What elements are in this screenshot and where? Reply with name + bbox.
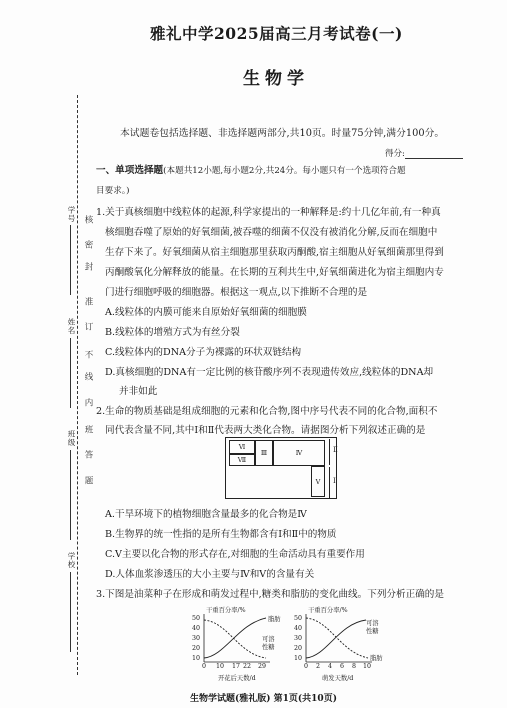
school-label: 学校 [67,552,76,569]
graph1-xtick: 0 [202,663,207,670]
name-line [70,338,71,408]
graph2-ytick: 30 [294,635,303,642]
graph2-ytick: 10 [294,655,303,662]
q2-stem-line: 2.生命的物质基础是组成细胞的元素和化合物,图中序号代表不同的化合物,面积不 [96,406,438,417]
graph2-xtick: 2 [316,663,321,670]
graph1-ytick: 10 [192,655,201,662]
seal-char: 准 [83,297,93,306]
graph2-series-sugar: 可溶性糖 [366,620,379,635]
seal-char: 班 [83,425,93,434]
label-i: Ⅰ [333,477,336,485]
graph1-xtick: 17 [232,663,241,670]
student-id-label: 学号 [67,206,76,223]
seal-char: 答 [83,450,93,459]
region-vi: Ⅵ [229,440,255,454]
graph1-xtick: 29 [258,663,267,670]
graph2-xtick: 4 [328,663,333,670]
q1-stem-line: 门进行细胞呼吸的细胞器。根据这一观点,以下推断不合理的是 [105,287,368,298]
section-heading [96,161,406,181]
seal-char: 封 [83,262,93,271]
class-line [70,450,71,540]
region-vii: Ⅶ [229,454,255,466]
q1-option-a: A.线粒体的内膜可能来自原始好氧细菌的细胞膜 [105,307,307,318]
name-label: 姓名 [67,318,76,335]
q2-option-c: C.Ⅴ主要以化合物的形式存在,对细胞的生命活动具有重要作用 [105,549,365,560]
bracket-ii-line [329,439,330,465]
score-blank [405,149,463,159]
q1-option-c: C.线粒体内的DNA分子为裸露的环状双链结构 [105,347,302,358]
seed-formation-graph [190,606,290,686]
region-iii: Ⅲ [255,440,273,466]
graph1-xlabel: 开花后天数/d [218,675,256,682]
compound-area-diagram [225,437,345,499]
q1-stem-line: 生存下来了。好氧细菌从宿主细胞那里获取丙酮酸,宿主细胞从好氧细菌那里得到 [105,247,444,258]
graph2-ytick: 20 [294,645,303,652]
graph2-ylabel: 干重百分率/% [308,607,348,614]
seal-char: 密 [83,240,93,249]
q1-option-b: B.线粒体的增殖方式为有丝分裂 [105,327,240,338]
class-label: 班级 [67,430,76,447]
graph2-ytick: 50 [294,615,303,622]
score-field [385,147,463,159]
q1-option-d: D.真核细胞的DNA有一定比例的核苷酸序列不表现遗传效应,线粒体的DNA却 [105,367,434,378]
graph2-xtick: 10 [363,663,372,670]
q1-stem-line: 丙酮酸氧化分解释放的能量。在长期的互利共生中,好氧细菌进化为宿主细胞内专 [105,267,444,278]
q2-stem-line: 同代表含量不同,其中Ⅰ和Ⅱ代表两大类化合物。请据图分析下列叙述正确的是 [105,425,426,436]
graph1-ytick: 30 [192,635,201,642]
graph1-ytick: 50 [192,615,201,622]
page-footer: 生物学试题(雅礼版) 第1页(共10页) [190,694,337,704]
student-id-line [70,225,71,295]
seal-char: 订 [83,322,93,331]
seal-char: 内 [83,398,93,407]
section-title: 一、单项选择题 [96,165,164,176]
q2-option-b: B.生物界的统一性指的是所有生物都含有Ⅰ和Ⅱ中的物质 [105,529,337,540]
graph2-series-fat: 脂肪 [370,655,383,662]
q3-stem-line: 3.下图是油菜种子在形成和萌发过程中,糖类和脂肪的变化曲线。下列分析正确的是 [96,589,444,600]
graph1-ytick: 40 [192,625,201,632]
graph1-ylabel: 干重百分率/% [206,607,246,614]
seal-line [77,95,78,675]
graph1-series-fat: 脂肪 [268,616,281,623]
section-note: (本题共12小题,每小题2分,共24分。每小题只有一个选项符合题 [163,166,406,176]
graph1-xtick: 22 [243,663,252,670]
graph2-xtick: 6 [340,663,345,670]
seal-char: 题 [83,476,93,485]
bracket-i-line [329,467,330,498]
q1-stem-line: 核细胞吞噬了原始的好氧细菌,被吞噬的细菌不仅没有被消化分解,反而在细胞中 [105,227,438,238]
graph2-xtick: 0 [304,663,309,670]
score-label: 得分: [385,149,405,159]
graph1-ytick: 20 [192,645,201,652]
graph2-xtick: 8 [352,663,357,670]
subject-title: 生物学 [243,69,309,89]
graph1-xtick: 10 [216,663,225,670]
region-v: Ⅴ [311,466,325,497]
binding-strip [0,0,96,708]
q1-option-d-cont: 并非如此 [119,386,158,397]
school-line [70,572,71,652]
seal-char: 核 [83,215,93,224]
graph2-xlabel: 萌发天数/d [322,675,354,682]
q1-stem-line: 1.关于真核细胞中线粒体的起源,科学家提出的一种解释是:约十几亿年前,有一种真 [96,207,441,218]
graph1-series-sugar: 可溶性糖 [262,636,275,651]
region-iv: Ⅳ [273,440,325,466]
label-ii: Ⅱ [333,446,338,454]
q2-option-d: D.人体血浆渗透压的大小主要与Ⅳ和Ⅴ的含量有关 [105,569,315,580]
graph2-ytick: 40 [294,625,303,632]
seed-germination-graph [292,606,392,686]
section-note-cont: 目要求。) [96,186,130,196]
seal-char: 不 [83,350,93,359]
q2-option-a: A.干旱环境下的植物细胞含量最多的化合物是Ⅳ [105,509,307,520]
exam-intro: 本试题卷包括选择题、非选择题两部分,共10页。时量75分钟,满分100分。 [120,128,445,139]
seal-char: 线 [83,372,93,381]
exam-title: 雅礼中学2025届高三月考试卷(一) [150,24,403,43]
